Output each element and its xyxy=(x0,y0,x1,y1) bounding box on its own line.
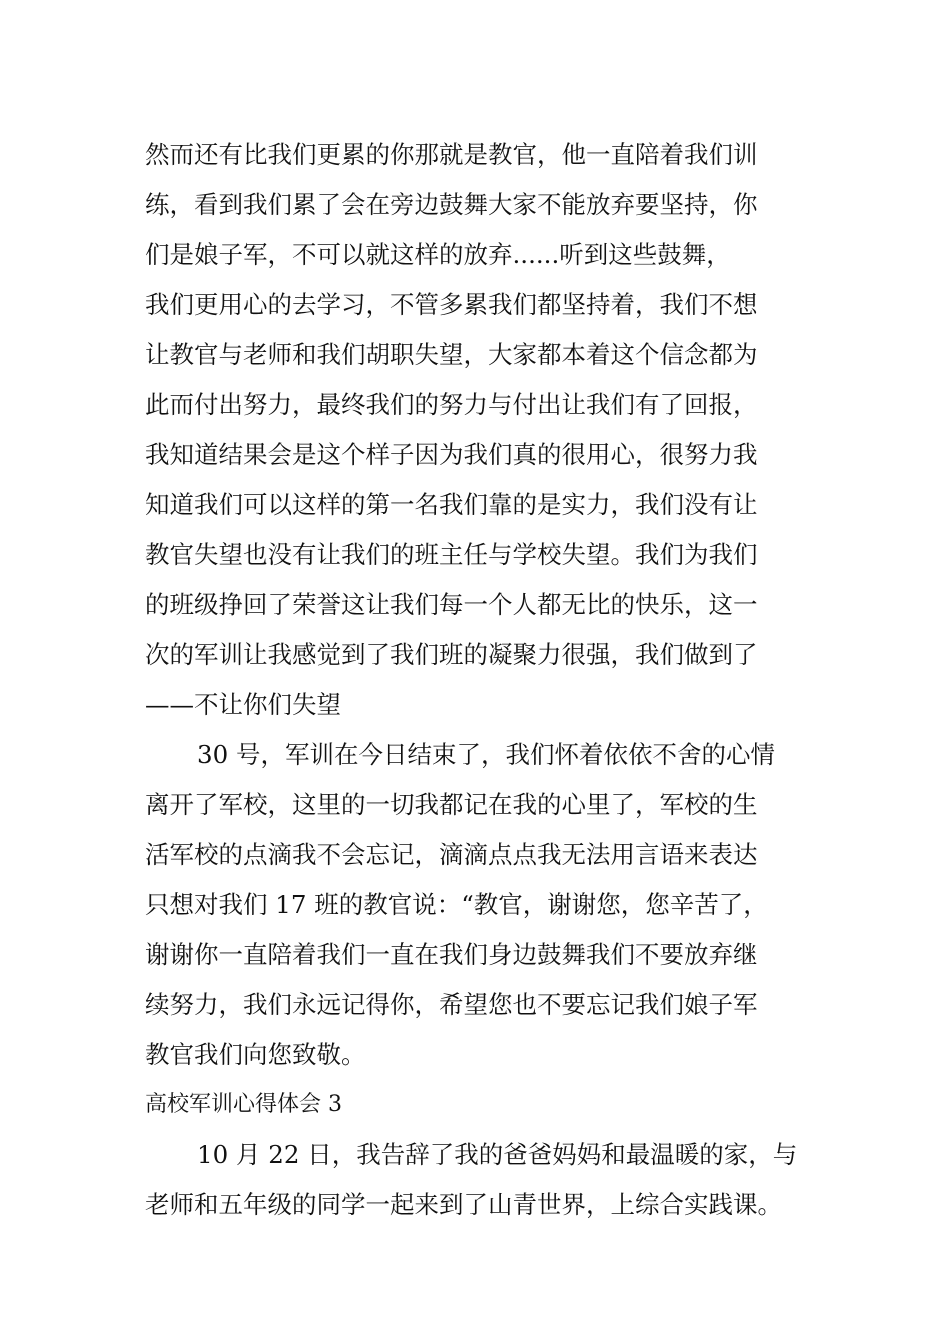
text-line: 练，看到我们累了会在旁边鼓舞大家不能放弃要坚持，你 xyxy=(145,190,758,219)
text-line: 的班级挣回了荣誉这让我们每一个人都无比的快乐，这一 xyxy=(145,590,758,619)
text-line: 活军校的点滴我不会忘记，滴滴点点我无法用言语来表达 xyxy=(145,840,758,869)
section-heading xyxy=(145,1080,810,1130)
heading-text: 高校军训心得体会 3 xyxy=(145,1092,342,1117)
text-line: 教官我们向您致敬。 xyxy=(145,1040,366,1069)
text-line: 教官失望也没有让我们的班主任与学校失望。我们为我们 xyxy=(145,540,758,569)
text-line: 我知道结果会是这个样子因为我们真的很用心，很努力我 xyxy=(145,440,758,469)
text-line: 我们更用心的去学习，不管多累我们都坚持着，我们不想 xyxy=(145,290,758,319)
paragraph-1 xyxy=(145,130,810,730)
text-line: 30 号，军训在今日结束了，我们怀着依依不舍的心情 xyxy=(197,740,775,769)
paragraph-2 xyxy=(145,730,810,1080)
paragraph-3 xyxy=(145,1130,810,1230)
text-line: 们是娘子军，不可以就这样的放弃......听到这些鼓舞， xyxy=(145,240,731,269)
text-line: 谢谢你一直陪着我们一直在我们身边鼓舞我们不要放弃继 xyxy=(145,940,758,969)
text-line: 离开了军校，这里的一切我都记在我的心里了，军校的生 xyxy=(145,790,758,819)
text-line: 老师和五年级的同学一起来到了山青世界，上综合实践课。 xyxy=(145,1190,782,1219)
text-line: 续努力，我们永远记得你，希望您也不要忘记我们娘子军 xyxy=(145,990,758,1019)
text-line: 然而还有比我们更累的你那就是教官，他一直陪着我们训 xyxy=(145,140,758,169)
text-line: 此而付出努力，最终我们的努力与付出让我们有了回报， xyxy=(145,390,758,419)
text-line: 10 月 22 日，我告辞了我的爸爸妈妈和最温暖的家，与 xyxy=(197,1140,798,1169)
text-line: 次的军训让我感觉到了我们班的凝聚力很强，我们做到了 xyxy=(145,640,758,669)
text-line: 知道我们可以这样的第一名我们靠的是实力，我们没有让 xyxy=(145,490,758,519)
document-body xyxy=(145,130,810,1230)
text-line: ——不让你们失望 xyxy=(145,690,341,719)
text-line: 让教官与老师和我们胡职失望，大家都本着这个信念都为 xyxy=(145,340,758,369)
text-line: 只想对我们 17 班的教官说：“教官，谢谢您，您辛苦了， xyxy=(145,890,768,919)
